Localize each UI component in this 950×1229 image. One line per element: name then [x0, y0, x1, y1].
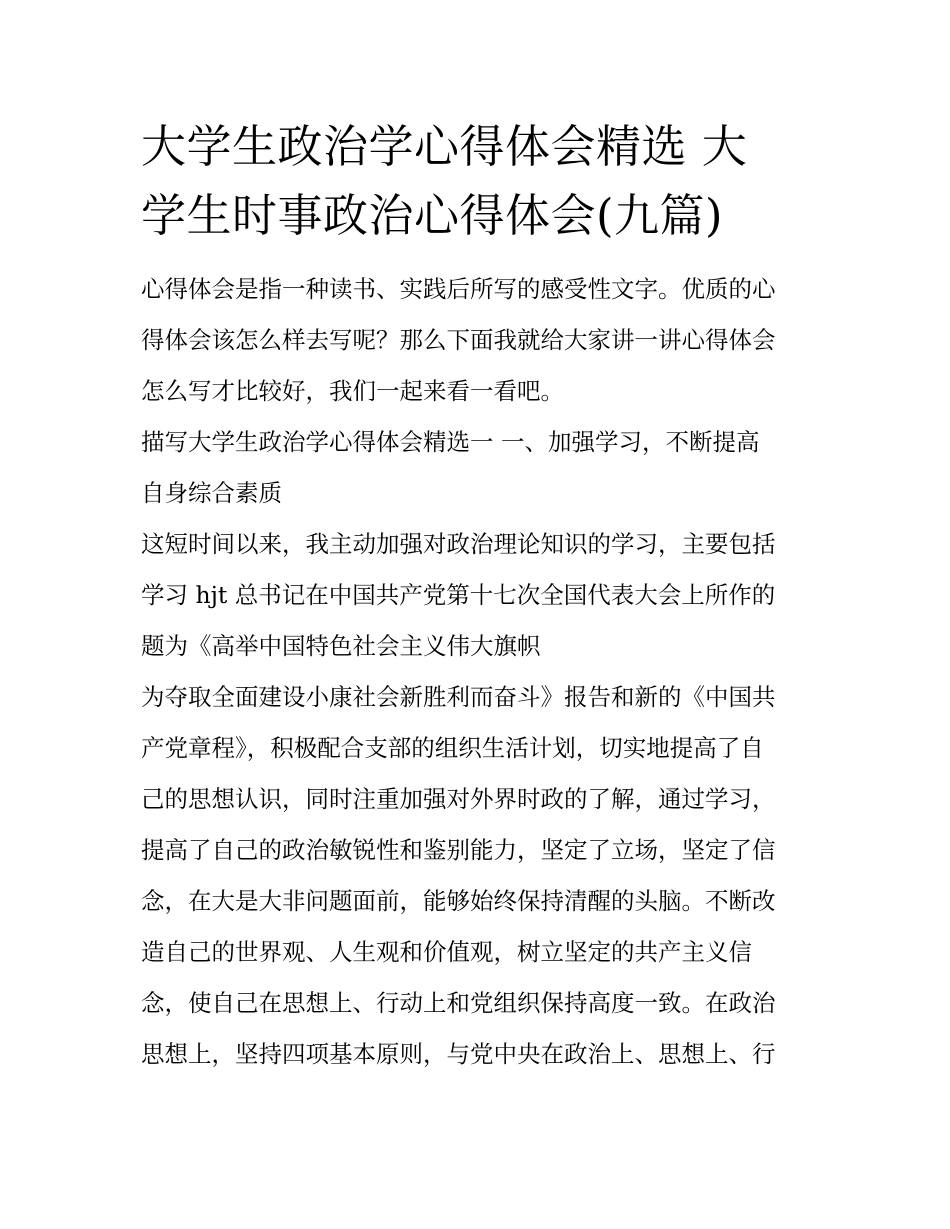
body-line: 怎么写才比较好，我们一起来看一看吧。: [141, 377, 564, 405]
title-line: 大学生政治学心得体会精选 大: [141, 120, 748, 173]
body-line: 描写大学生政治学心得体会精选一 一、加强学习，不断提高: [141, 428, 760, 456]
body-line: 念，使自己在思想上、行动上和党组织保持高度一致。在政治: [141, 989, 776, 1017]
document-content: [141, 112, 813, 1080]
document-title: [141, 112, 813, 250]
body-line: 己的思想认识，同时注重加强对外界时政的了解，通过学习，: [141, 785, 776, 813]
body-line: 为夺取全面建设小康社会新胜利而奋斗》报告和新的《中国共: [141, 683, 776, 711]
body-line: 学习 hjt 总书记在中国共产党第十七次全国代表大会上所作的: [141, 581, 776, 609]
body-line: 自身综合素质: [141, 479, 282, 507]
document-body: [141, 264, 813, 1080]
body-line: 得体会该怎么样去写呢？那么下面我就给大家讲一讲心得体会: [141, 326, 776, 354]
title-line: 学生时事政治心得体会(九篇): [141, 189, 724, 242]
body-line: 题为《高举中国特色社会主义伟大旗帜: [141, 632, 541, 660]
body-line: 思想上，坚持四项基本原则，与党中央在政治上、思想上、行: [141, 1040, 776, 1068]
body-line: 这短时间以来，我主动加强对政治理论知识的学习，主要包括: [141, 530, 776, 558]
body-line: 提高了自己的政治敏锐性和鉴别能力，坚定了立场，坚定了信: [141, 836, 776, 864]
body-line: 心得体会是指一种读书、实践后所写的感受性文字。优质的心: [141, 275, 776, 303]
body-line: 念，在大是大非问题面前，能够始终保持清醒的头脑。不断改: [141, 887, 776, 915]
body-line: 产党章程》，积极配合支部的组织生活计划，切实地提高了自: [141, 734, 764, 762]
body-line: 造自己的世界观、人生观和价值观，树立坚定的共产主义信: [141, 938, 752, 966]
